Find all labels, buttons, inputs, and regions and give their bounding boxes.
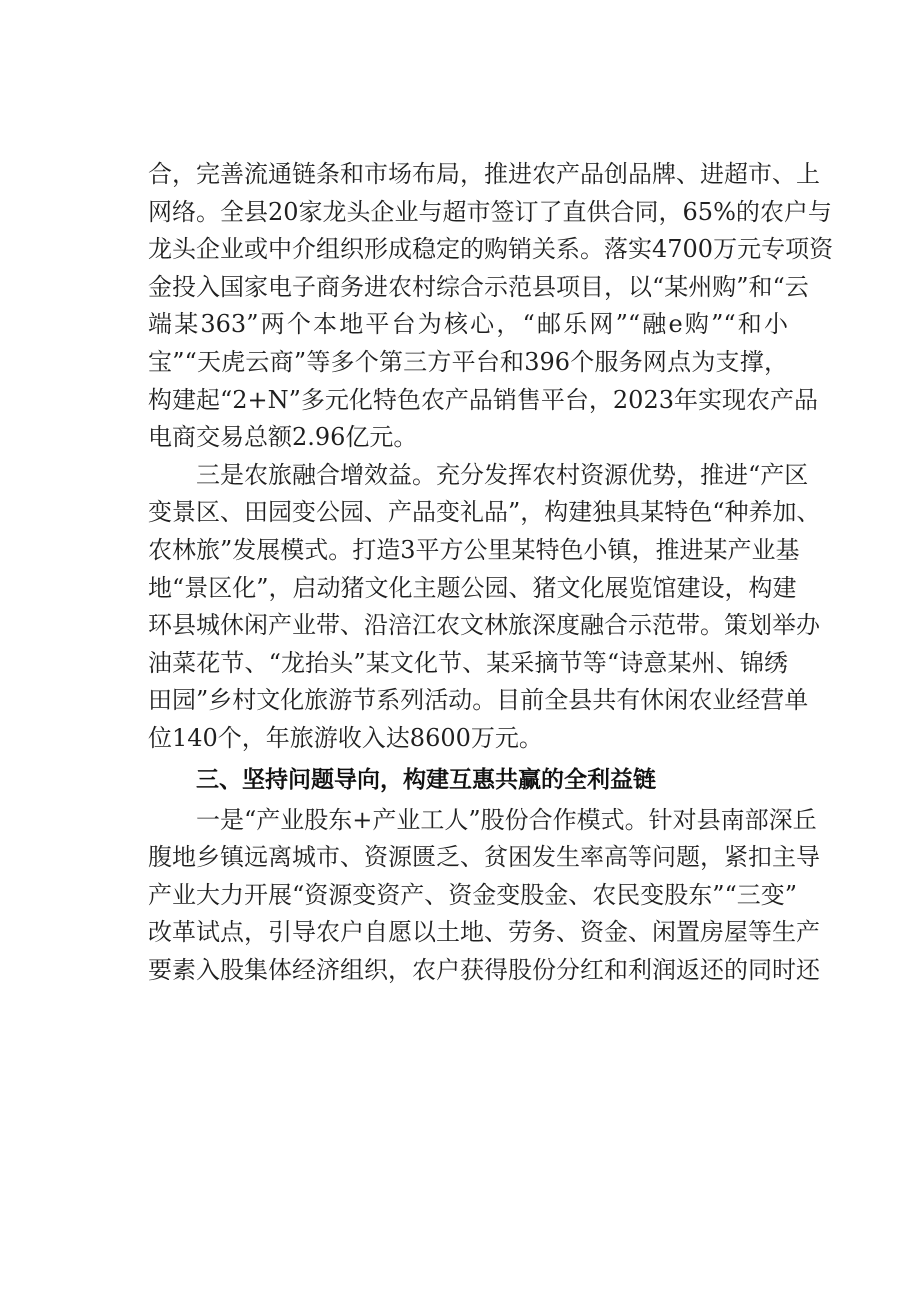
text-line: 一是“产业股东+产业工人”股份合作模式。针对县南部深丘 (196, 805, 817, 834)
text-line: 三是农旅融合增效益。充分发挥农村资源优势，推进“产区 (196, 460, 809, 489)
text-line: 田园”乡村文化旅游节系列活动。目前全县共有休闲农业经营单 (148, 686, 809, 715)
paragraph-2 (148, 457, 821, 758)
text-line: 构建起“2+N”多元化特色农产品销售平台，2023年实现农产品 (148, 385, 818, 414)
text-line: 产业大力开展“资源变资产、资金变股金、农民变股东”“三变” (148, 880, 798, 909)
text-line: 改革试点，引导农户自愿以土地、劳务、资金、闲置房屋等生产 (148, 918, 820, 947)
text-line: 位140个，年旅游收入达8600万元。 (148, 723, 543, 752)
text-line: 环县城休闲产业带、沿涪江农文林旅深度融合示范带。策划举办 (148, 611, 820, 640)
document-body (148, 156, 834, 989)
text-line: 腹地乡镇远离城市、资源匮乏、贫困发生率高等问题，紧扣主导 (148, 843, 820, 872)
text-line: 龙头企业或中介组织形成稳定的购销关系。落实4700万元专项资 (148, 235, 834, 264)
text-line: 宝”“天虎云商”等多个第三方平台和396个服务网点为支撑， (148, 347, 788, 376)
text-line: 电商交易总额2.96亿元。 (148, 423, 418, 452)
text-line: 地“景区化”，启动猪文化主题公园、猪文化展览馆建设，构建 (148, 573, 797, 602)
text-line: 油菜花节、“龙抬头”某文化节、某采摘节等“诗意某州、锦绣 (148, 648, 788, 677)
section-heading: 三、坚持问题导向，构建互惠共赢的全利益链 (196, 766, 656, 793)
text-line: 端某363”两个本地平台为核心，“邮乐网”“融e购”“和小 (148, 310, 788, 339)
text-line: 合，完善流通链条和市场布局，推进农产品创品牌、进超市、上 (148, 160, 820, 188)
text-line: 变景区、田园变公园、产品变礼品”，构建独具某特色“种养加、 (148, 498, 821, 527)
paragraph-3 (148, 802, 820, 990)
text-line: 网络。全县20家龙头企业与超市签订了直供合同，65%的农户与 (148, 197, 832, 226)
paragraph-1 (148, 156, 834, 457)
text-line: 农林旅”发展模式。打造3平方公里某特色小镇，推进某产业基 (148, 535, 800, 564)
text-line: 金投入国家电子商务进农村综合示范县项目，以“某州购”和“云 (148, 272, 809, 301)
text-line: 要素入股集体经济组织，农户获得股份分红和利润返还的同时还 (148, 955, 820, 984)
